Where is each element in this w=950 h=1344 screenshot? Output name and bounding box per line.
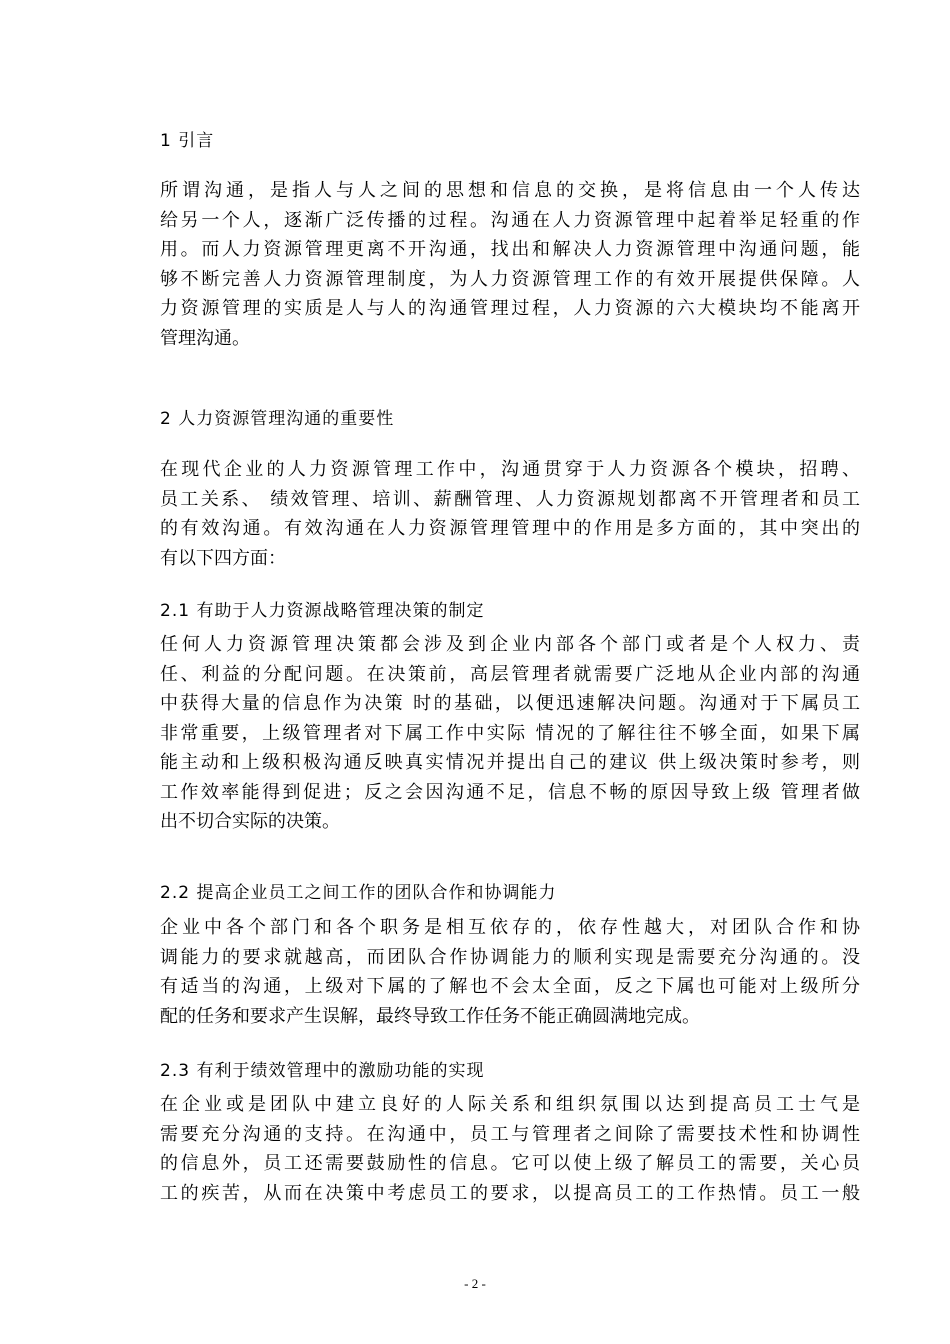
text-line: 的有效沟通。有效沟通在人力资源管理管理中的作用是多方面的，其中突出的 bbox=[160, 518, 860, 539]
text-line: 有适当的沟通，上级对下属的了解也不会太全面，反之下属也可能对上级所分 bbox=[160, 976, 860, 997]
section-heading-importance: 2 人力资源管理沟通的重要性 bbox=[160, 409, 395, 429]
text-line: 给另一个人，逐渐广泛传播的过程。沟通在人力资源管理中起着举足轻重的作 bbox=[160, 209, 860, 231]
text-line: 出不切合实际的决策。 bbox=[160, 811, 340, 832]
text-line: 非常重要，上级管理者对下属工作中实际 情况的了解往往不够全面，如果下属 bbox=[160, 722, 860, 744]
paragraph-2-2 bbox=[160, 913, 860, 1031]
section-heading-2-3: 2.3 有利于绩效管理中的激励功能的实现 bbox=[160, 1061, 485, 1081]
text-line: 中获得大量的信息作为决策 时的基础，以便迅速解决问题。沟通对于下属员工 bbox=[160, 693, 860, 714]
paragraph-intro bbox=[160, 176, 860, 353]
text-line: 够不断完善人力资源管理制度，为人力资源管理工作的有效开展提供保障。人 bbox=[160, 268, 860, 290]
section-heading-2-1: 2.1 有助于人力资源战略管理决策的制定 bbox=[160, 601, 485, 621]
text-line: 的信息外，员工还需要鼓励性的信息。它可以使上级了解员工的需要，关心员 bbox=[160, 1153, 860, 1174]
text-line: 所谓沟通，是指人与人之间的思想和信息的交换，是将信息由一个人传达 bbox=[160, 180, 860, 201]
text-line: 需要充分沟通的支持。在沟通中，员工与管理者之间除了需要技术性和协调性 bbox=[160, 1123, 860, 1145]
paragraph-2-1 bbox=[160, 630, 860, 837]
section-heading-2-2: 2.2 提高企业员工之间工作的团队合作和协调能力 bbox=[160, 883, 557, 903]
text-line: 力资源管理的实质是人与人的沟通管理过程，人力资源的六大模块均不能离开 bbox=[160, 298, 860, 319]
text-line: 企业中各个部门和各个职务是相互依存的，依存性越大，对团队合作和协 bbox=[160, 917, 860, 938]
text-line: 任、利益的分配问题。在决策前，高层管理者就需要广泛地从企业内部的沟通 bbox=[160, 663, 860, 685]
text-line: 管理沟通。 bbox=[160, 327, 250, 349]
text-line: 员工关系、 绩效管理、培训、薪酬管理、人力资源规划都离不开管理者和员工 bbox=[160, 488, 860, 510]
text-line: 调能力的要求就越高，而团队合作协调能力的顺利实现是需要充分沟通的。没 bbox=[160, 946, 860, 968]
page-number: - 2 - bbox=[464, 1276, 486, 1291]
text-line: 用。而人力资源管理更离不开沟通，找出和解决人力资源管理中沟通问题，能 bbox=[160, 239, 860, 260]
paragraph-2-3 bbox=[160, 1090, 860, 1208]
text-line: 有以下四方面： bbox=[160, 547, 286, 569]
text-line: 任何人力资源管理决策都会涉及到企业内部各个部门或者是个人权力、责 bbox=[160, 634, 860, 655]
paragraph-importance bbox=[160, 455, 860, 573]
text-line: 能主动和上级积极沟通反映真实情况并提出自己的建议 供上级决策时参考，则 bbox=[160, 752, 860, 773]
section-heading-intro: 1 引言 bbox=[160, 131, 215, 151]
text-line: 工的疾苦，从而在决策中考虑员工的要求，以提高员工的工作热情。员工一般 bbox=[160, 1182, 860, 1204]
text-line: 工作效率能得到促进；反之会因沟通不足，信息不畅的原因导致上级 管理者做 bbox=[160, 781, 860, 803]
text-line: 在现代企业的人力资源管理工作中，沟通贯穿于人力资源各个模块，招聘、 bbox=[160, 459, 860, 480]
text-line: 配的任务和要求产生误解，最终导致工作任务不能正确圆满地完成。 bbox=[160, 1005, 700, 1027]
text-line: 在企业或是团队中建立良好的人际关系和组织氛围以达到提高员工士气是 bbox=[160, 1094, 860, 1115]
